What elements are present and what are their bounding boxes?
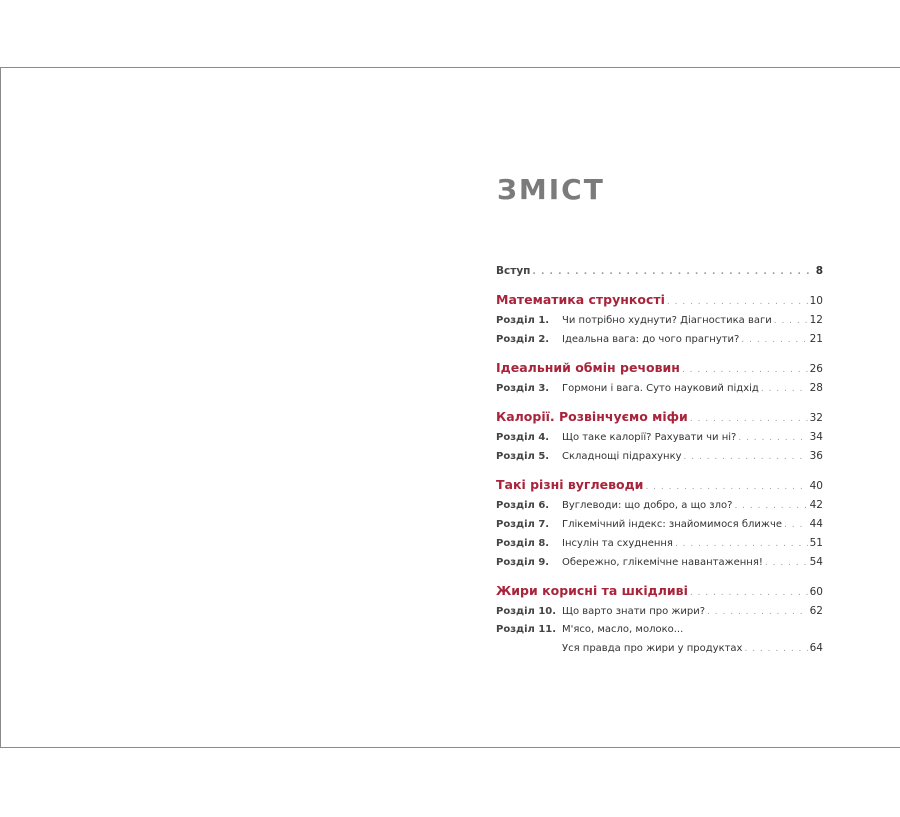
chapter-label: Розділ 5. (496, 451, 550, 462)
left-page (1, 68, 451, 747)
chapter-label: Розділ 4. (496, 432, 550, 443)
intro-label: Вступ (496, 265, 531, 277)
dot-leader (784, 516, 808, 534)
chapter-title: Вуглеводи: що добро, а що зло? (562, 500, 733, 511)
chapter-title: Обережно, глікемічне навантаження! (562, 557, 763, 568)
section-title: Жири корисні та шкідливі (496, 583, 688, 598)
page-number: 36 (809, 450, 823, 462)
chapter-label: Розділ 1. (496, 315, 550, 326)
chapter-title: Глікемічний індекс: знайомимося ближче (562, 519, 782, 530)
chapter-label: Розділ 9. (496, 557, 550, 568)
chapter-label: Розділ 8. (496, 538, 550, 549)
dot-leader (741, 331, 807, 349)
table-of-contents (496, 262, 823, 658)
chapter-title: Чи потрібно худнути? Діагностика ваги (562, 315, 772, 326)
toc-title: ЗМІСТ (497, 173, 605, 206)
toc-chapter-entry (496, 311, 823, 330)
chapter-title: Ідеальна вага: до чого прагнути? (562, 334, 740, 345)
page-number: 51 (809, 537, 823, 549)
chapter-title: М'ясо, масло, молоко... (562, 624, 684, 635)
dot-leader (765, 554, 808, 572)
page-number: 21 (809, 333, 823, 345)
toc-chapter-entry (496, 496, 823, 515)
section-title: Ідеальний обмін речовин (496, 360, 680, 375)
toc-section-entry (496, 291, 823, 311)
chapter-title: Складнощі підрахунку (562, 451, 682, 462)
toc-chapter-entry (496, 621, 823, 639)
chapter-title: Гормони і вага. Суто науковий підхід (562, 383, 759, 394)
dot-leader (682, 361, 808, 379)
dot-leader (532, 263, 813, 281)
page-number: 10 (809, 295, 823, 307)
page-number: 28 (809, 382, 823, 394)
page-number: 60 (809, 586, 823, 598)
toc-chapter-entry (496, 515, 823, 534)
dot-leader (738, 429, 807, 447)
dot-leader (645, 478, 807, 496)
page-number: 54 (809, 556, 823, 568)
toc-intro-entry (496, 262, 823, 281)
dot-leader (690, 410, 808, 428)
toc-section-entry (496, 582, 823, 602)
page-number: 64 (809, 642, 823, 654)
page-number: 62 (809, 605, 823, 617)
page-number: 44 (809, 518, 823, 530)
chapter-label: Розділ 10. (496, 606, 557, 617)
dot-leader (761, 380, 808, 398)
chapter-label: Розділ 7. (496, 519, 550, 530)
section-title: Математика стрункості (496, 292, 665, 307)
toc-chapter-entry (496, 447, 823, 466)
dot-leader (690, 584, 808, 602)
toc-section-entry (496, 359, 823, 379)
dot-leader (707, 603, 808, 621)
chapter-label: Розділ 3. (496, 383, 550, 394)
page-number: 42 (809, 499, 823, 511)
toc-chapter-entry (496, 534, 823, 553)
page-number: 40 (809, 480, 823, 492)
toc-chapter-continuation (496, 639, 823, 658)
toc-section-entry (496, 408, 823, 428)
section-title: Такі різні вуглеводи (496, 477, 644, 492)
page-number: 34 (809, 431, 823, 443)
toc-section-entry (496, 476, 823, 496)
dot-leader (675, 535, 808, 553)
chapter-title: Інсулін та схуднення (562, 538, 673, 549)
chapter-label: Розділ 6. (496, 500, 550, 511)
chapter-title-line2: Уся правда про жири у продуктах (562, 643, 743, 654)
dot-leader (774, 312, 808, 330)
page-number: 8 (815, 265, 823, 277)
page-number: 26 (809, 363, 823, 375)
dot-leader (734, 497, 807, 515)
dot-leader (667, 293, 808, 311)
toc-chapter-entry (496, 428, 823, 447)
chapter-title: Що варто знати про жири? (562, 606, 706, 617)
chapter-label: Розділ 2. (496, 334, 550, 345)
dot-leader (684, 448, 808, 466)
dot-leader (744, 640, 807, 658)
toc-chapter-entry (496, 553, 823, 572)
page-number: 32 (809, 412, 823, 424)
page-number: 12 (809, 314, 823, 326)
toc-chapter-entry (496, 330, 823, 349)
chapter-title: Що таке калорії? Рахувати чи ні? (562, 432, 737, 443)
toc-chapter-entry (496, 379, 823, 398)
section-title: Калорії. Розвінчуємо міфи (496, 409, 688, 424)
toc-chapter-entry (496, 602, 823, 621)
chapter-label: Розділ 11. (496, 624, 557, 635)
